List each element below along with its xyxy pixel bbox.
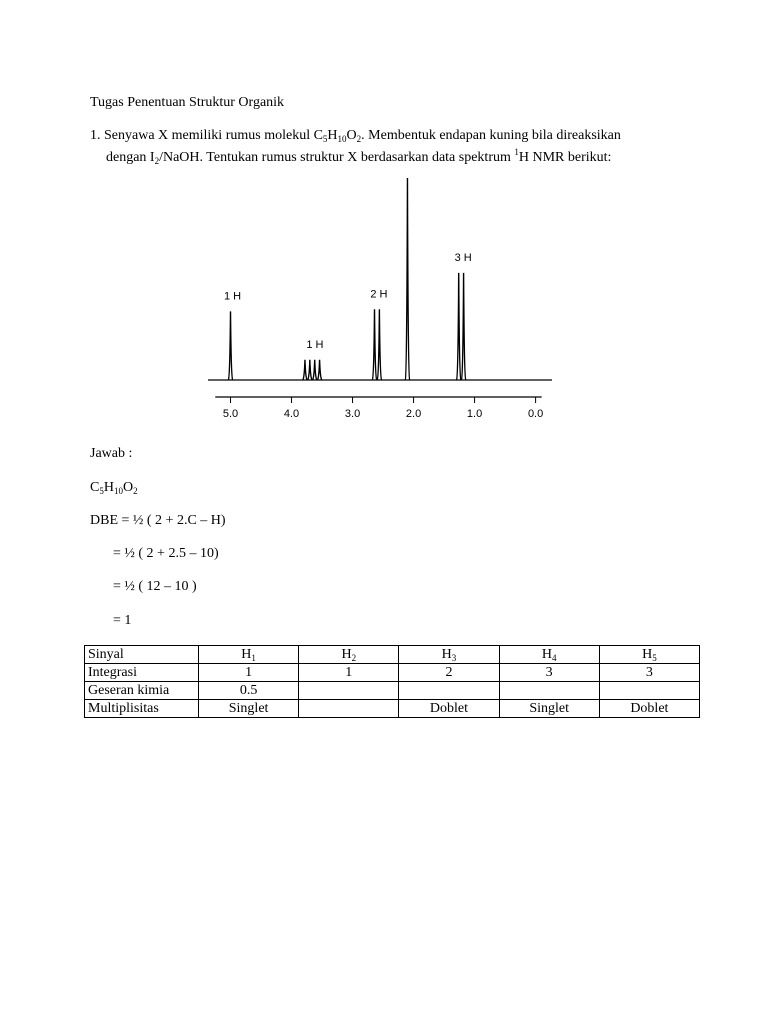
dbe-line-2: = ½ ( 2 + 2.5 – 10) — [113, 546, 219, 561]
answer-formula: $C_5H_{10}O_2$ — [90, 480, 138, 496]
table-header-cell: $H_5$ — [599, 646, 699, 664]
table-cell — [399, 682, 499, 700]
table-header-cell: $H_4$ — [499, 646, 599, 664]
table-cell: 3 — [499, 664, 599, 682]
table-header-cell: Sinyal — [85, 646, 199, 664]
peak-integration-label: 1 H — [223, 290, 242, 303]
spectrum-peak — [377, 309, 381, 380]
spectrum-peak — [405, 178, 409, 380]
x-tick-label: 2.0 — [405, 408, 422, 420]
question-line-2: dengan $I_2$/NaOH. Tentukan rumus struktur X berdasarkan data spektrum $^1$H NMR berikut: — [106, 147, 612, 166]
table-cell: Doblet — [599, 700, 699, 718]
x-tick-label: 0.0 — [527, 408, 544, 420]
table-cell: 3 — [599, 664, 699, 682]
table-cell: Doblet — [399, 700, 499, 718]
x-tick-label: 4.0 — [283, 408, 300, 420]
table-cell: Multiplisitas — [85, 700, 199, 718]
table-header-cell: $H_1$ — [199, 646, 299, 664]
peak-integration-label: 1 H — [306, 338, 324, 351]
x-tick-label: 5.0 — [222, 408, 239, 420]
table-cell: 1 — [299, 664, 399, 682]
dbe-line-4: = 1 — [113, 613, 132, 628]
table-cell: Geseran kimia — [85, 682, 199, 700]
table-header-row — [85, 646, 700, 664]
table-header-cell: $H_2$ — [299, 646, 399, 664]
spectrum-peak — [313, 360, 317, 380]
spectrum-peak — [228, 311, 232, 380]
table-cell: Integrasi — [85, 664, 199, 682]
dbe-line-3: = ½ ( 12 – 10 ) — [113, 579, 197, 594]
table-cell — [599, 682, 699, 700]
question-line-1: 1. Senyawa X memiliki rumus molekul $C_5H_{10}O_2$. Membentuk endapan kuning bila direaksikan — [90, 128, 621, 144]
answer-label: Jawab : — [90, 446, 133, 461]
peak-integration-label: 2 H — [370, 288, 388, 301]
table-cell: 0.5 — [199, 682, 299, 700]
spectrum-peak — [308, 360, 312, 380]
nmr-spectrum-chart — [200, 170, 560, 425]
spectrum-peak — [303, 360, 307, 380]
table-cell: 1 — [199, 664, 299, 682]
table-cell — [499, 682, 599, 700]
page-title: Tugas Penentuan Struktur Organik — [90, 95, 285, 110]
table-row — [85, 664, 700, 682]
table-cell: 2 — [399, 664, 499, 682]
spectrum-peak — [457, 273, 461, 380]
table-cell — [299, 700, 399, 718]
table-row — [85, 682, 700, 700]
x-tick-label: 1.0 — [466, 408, 483, 420]
table-row — [85, 700, 700, 718]
dbe-line-1: DBE = ½ ( 2 + 2.C – H) — [90, 513, 226, 528]
spectrum-peak — [461, 273, 465, 380]
table-header-cell: $H_3$ — [399, 646, 499, 664]
x-tick-label: 3.0 — [344, 408, 361, 420]
spectrum-peak — [372, 309, 376, 380]
table-cell: Singlet — [199, 700, 299, 718]
peak-integration-label: 3 H — [454, 251, 472, 264]
spectrum-peak — [317, 360, 321, 380]
table-cell: Singlet — [499, 700, 599, 718]
table-cell — [299, 682, 399, 700]
nmr-data-table — [84, 645, 700, 718]
